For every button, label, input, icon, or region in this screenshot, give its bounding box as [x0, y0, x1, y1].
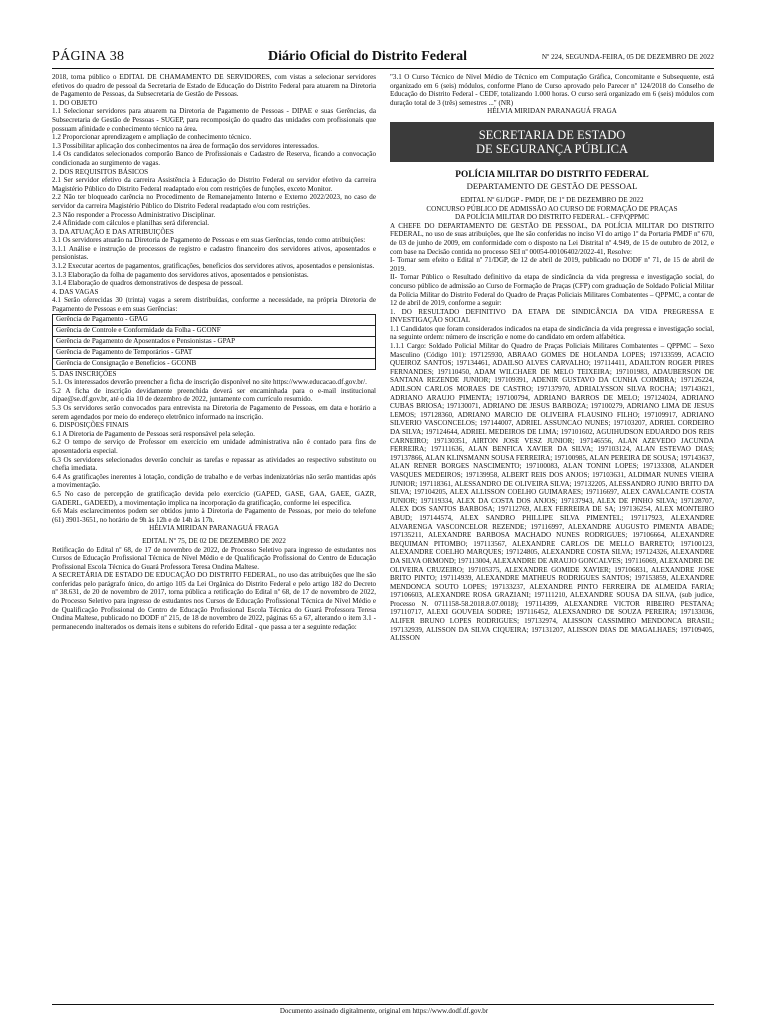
paragraph: 1.3 Possibilitar aplicação dos conhecimentos na área de formação dos servidores interessados. — [52, 141, 319, 150]
banner-line: SECRETARIA DE ESTADO — [478, 127, 626, 142]
table-row — [53, 314, 376, 325]
table-cell: Gerência de Pagamento de Aposentados e Pensionistas - GPAP — [53, 336, 376, 347]
page-number: PÁGINA 38 — [52, 49, 125, 64]
section-heading: 2. DOS REQUISITOS BÁSICOS — [52, 167, 149, 176]
paragraph: 6.5 No caso de percepção de gratificação devida pelo exercício (GAPED, GASE, GAA, GAEE, GAZR, GADERL, GADEED), a movimentação implica na incorporação da gratificação, conforme lei específica. — [52, 489, 376, 507]
section-heading: 5. DAS INSCRIÇÕES — [52, 369, 117, 378]
paragraph: 1.1 Selecionar servidores para atuarem na Diretoria de Pagamento de Pessoas - DIPAE e suas Gerências, da Subsecretaria de Gestão de Pessoas - SUGEP, para recomposição do quadro das unidades com profissionais que possuam afinidade e conhecimento técnico na área. — [52, 107, 376, 133]
paragraph: 1.4 Os candidatos selecionados comporão Banco de Profissionais e Cadastro de Reserva, ficando a convocação condicionada ao surgimento de vagas. — [52, 150, 376, 167]
banner-line: DE SEGURANÇA PÚBLICA — [475, 141, 629, 156]
paragraph: 3.1.3 Elaboração da folha de pagamento dos servidores ativos, aposentados e pensionistas. — [52, 270, 309, 279]
paragraph: 2.4 Afinidade com cálculos e planilhas será diferencial. — [52, 219, 209, 228]
table-cell: Gerência de Controle e Conformidade da Folha - GCONF — [53, 325, 376, 336]
paragraph: 3.1.1 Análise e instrução de processos de registro e cadastro financeiro dos servidores ativos, aposentados e pensionistas. — [52, 244, 376, 262]
left-column — [52, 73, 376, 631]
issue-info: Nº 224, SEGUNDA-FEIRA, 05 DE DEZEMBRO DE 2022 — [541, 53, 714, 61]
paragraph: 6.1 A Diretoria de Pagamento de Pessoas será responsável pela seleção. — [52, 429, 255, 438]
edital-title: EDITAL Nº 75, DE 02 DE DEZEMBRO DE 2022 — [142, 536, 286, 545]
table-row — [53, 325, 376, 336]
paragraph: "3.1 O Curso Técnico de Nível Médio de Técnico em Computação Gráfica, Concomitante e Subsequente, está organizado em 6 (seis) módulos, conforme Plano de Curso aprovado pelo Parecer nº 124/2018 do Conselho de Educação do Distrito Federal - CEDF, totalizando 1.000 horas. O curso será organizado em 6 (seis) módulos com duração total de 3 (três) semestres ..." (NR) — [390, 73, 714, 107]
journal-title: Diário Oficial do Distrito Federal — [268, 49, 468, 64]
paragraph: 2.2 Não ter bloqueado carência no Procedimento de Remanejamento Interno e Externo 2022/2023, no caso de servidor da carreira Magistério Público do Distrito Federal readaptado e/ou com restrições. — [52, 193, 376, 210]
paragraph: 4.1 Serão oferecidas 30 (trinta) vagas a serem distribuídas, conforme a necessidade, na própria Diretoria de Pagamento de Pessoas e em suas Gerências: — [52, 296, 376, 314]
organization-title: POLÍCIA MILITAR DO DISTRITO FEDERAL — [455, 169, 649, 180]
footer-note: Documento assinado digitalmente, original em https://www.dodf.df.gov.br — [279, 1007, 489, 1015]
table-cell: Gerência de Pagamento - GPAG — [53, 314, 376, 325]
paragraph: 3.1.4 Elaboração de quadros demonstrativos de despesa de pessoal. — [52, 279, 243, 288]
paragraph: 5.2 A ficha de inscrição devidamente preenchida deverá ser encaminhada para o e-mail institucional dipae@se.df.gov.br, até o dia 10 de dezembro de 2022, juntamente com currículo resumido. — [52, 386, 376, 404]
secretariat-banner — [390, 122, 714, 162]
section-heading: 4. DAS VAGAS — [52, 287, 99, 296]
table-cell: Gerência de Consignação e Benefícios - GCONB — [53, 358, 376, 369]
edital-subtitle: CONCURSO PÚBLICO DE ADMISSÃO AO CURSO DE FORMAÇÃO DE PRAÇAS — [426, 204, 678, 213]
signature: HÉLVIA MIRIDAN PARANAGUÁ FRAGA — [149, 524, 279, 533]
paragraph: I- Tornar sem efeito o Edital nº 71/DGP, de 12 de abril de 2019, publicado no DODF nº 71, de 15 de abril de 2019. — [390, 256, 714, 273]
paragraph: 2.1 Ser servidor efetivo da carreira Assistência à Educação do Distrito Federal ou servidor efetivo da carreira Magistério Público do Distrito Federal readaptado e/ou com restrições de funções, exceto Monitor. — [52, 176, 376, 193]
section-heading: 3. DA ATUAÇÃO E DAS ATRIBUIÇÕES — [52, 227, 174, 236]
section-heading: 1. DO RESULTADO DEFINITIVO DA ETAPA DE SINDICÂNCIA DA VIDA PREGRESSA E INVESTIGAÇÃO SOCIAL — [390, 307, 714, 325]
page-header — [52, 47, 714, 69]
paragraph: 1.1 Candidatos que foram considerados indicados na etapa de sindicância da vida pregressa e investigação social, na seguinte ordem: número de inscrição e nome do candidato em ordem alfabética. — [390, 324, 714, 342]
paragraph: 5.3 Os servidores serão convocados para entrevista na Diretoria de Pagamento de Pessoas, em data e horário a serem agendados por meio do endereço eletrônico informado na inscrição. — [52, 404, 376, 421]
footer-rule — [52, 1004, 714, 1005]
table-row — [53, 358, 376, 369]
paragraph: 5.1. Os interessados deverão preencher a ficha de inscrição disponível no site https://www.educacao.df.gov.br/. — [52, 378, 367, 387]
table-cell: Gerência de Pagamento de Temporários - GPAT — [53, 347, 376, 358]
table-row — [53, 347, 376, 358]
paragraph: A CHEFE DO DEPARTAMENTO DE GESTÃO DE PESSOAL, DA POLÍCIA MILITAR DO DISTRITO FEDERAL, no uso de suas atribuições, que lhe são conferidas no inciso VI do artigo 1º da Portaria PMDF nº 670, de 03 de junho de 2009, em conformidade com o disposto na Lei Distrital nº 4.949, de 15 de outubro de 2012, e com base na Decisão contida no processo SEI nº 00054-00106402/2022-41, Resolve: — [390, 221, 714, 256]
table-row — [53, 336, 376, 347]
paragraph: 6.4 As gratificações inerentes à lotação, condição de trabalho e de verbas indenizatórias não serão mantidas após a movimentação. — [52, 472, 376, 490]
paragraph: 2.3 Não responder a Processo Administrativo Disciplinar. — [52, 210, 216, 219]
edital-title: EDITAL Nº 61/DGP - PMDF, DE 1º DE DEZEMBRO DE 2022 — [460, 195, 644, 204]
signature: HÉLVIA MIRIDAN PARANAGUÁ FRAGA — [487, 107, 617, 116]
section-heading: 1. DO OBJETO — [52, 98, 98, 107]
candidate-list: 1.1.1 Cargo: Soldado Policial Militar do Quadro de Praças Policiais Militares Combatentes – QPPMC – Sexo Masculino (Código 101): 197125930, ABRAAO GOMES DE HOLANDA LOPES; 197133599, ACACIO QUEIROZ SANTOS; 197134461, ADAILSO ALVES CARVALHO; 197114411, ADAILTON ROGER PIRES FERNANDES; 197110450, ADAM WILCHAER DE MELO TEIXEIRA; 197101983, ADAUBERSON DE SANTANA REZENDE JUNIOR; 197109391, ADENIR GUSTAVO DA CUNHA COIMBRA; 197126224, ADILSON CARLOS MORAES DE CASTRO; 197137970, ADRIALYSSON SILVA ROCHA; 197143621, ADRIANO ARAUJO PIMENTA; 197100794, ADRIANO BARROS DE MELO; 197124024, ADRIANO CUBAS BRIOSA; 197130071, ADRIANO DE JESUS BARBOZA; 197100279, ADRIANO LIMA DE JESUS LEMOS; 197128360, ADRIANO MARCIO DE OLIVEIRA FLAUSINO FILHO; 197109917, ADRIANO SILVERIO VASCONCELOS; 197144007, ADRIEL ASSUNCAO NUNES; 197103207, ADRIEL CORDEIRO DA SILVA; 197124644, ADRIEL MEDEIROS DE LIMA; 197101602, AGUIHUDSON EDUARDO DOS REIS CARNEIRO; 197130351, AIRTON JOSE VESZ JUNIOR; 197146556, ALAN AZEVEDO JACUNDA FERREIRA; 197111636, ALAN BENFICA XAVIER DA SILVA; 197103124, ALAN ESTEVAO DIAS; 197137866, ALAN KLINSMANN SOUSA FERREIRA; 197100985, ALAN PEREIRA DE SOUSA; 197143637, ALAN RENER BORGES NASCIMENTO; 197100083, ALAN TONINI LOPES; 197133308, ALANDER VASQUES MEDEIROS; 197139958, ALBERT REIS DOS ANJOS; 197103631, ALDIMAR NUNES VIEIRA JUNIOR; 197118361, ALESSANDRO DE OLIVEIRA SILVA; 197132205, ALESSANDRO JUNIO BRITO DA SILVA; 197104205, ALEX ALLISSON COELHO GUIMARAES; 197116697, ALEX CAVALCANTE COSTA JUNIOR; 197119334, ALEX DA COSTA DOS ANJOS; 197137943, ALEX DE PINHO SILVA; 197128707, ALEX DOS SANTOS BARBOSA; 197112769, ALEX FERREIRA DE SA; 197136254, ALEX MONTEIRO ABUD; 197144574, ALEX SANDRO PHILLIPE SILVA PIMENTEL; 197117923, ALEXANDRE ALVARENGA VASCONCELOR REZENDE; 197116997, ALEXANDRE AUGUSTO PIMENTA ABADE; 197135211, ALEXANDRE BARBOSA MACHADO NUNES RODRIGUES; 197106664, ALEXANDRE BEQUIMAN PITOMBO; 197113567, ALEXANDRE CARLOS DE MELLO BARRETO; 197100123, ALEXANDRE COELHO MARQUES; 197124805, ALEXANDRE COSTA SILVA; 197124326, ALEXANDRE DA SILVA ORMOND; 197113004, ALEXANDRE DE ARAUJO GONCALVES; 197116069, ALEXANDRE DE OLIVEIRA CRUZEIRO; 197105375, ALEXANDRE GOMIDE XAVIER; 197106831, ALEXANDRE JOSE BRITO PINTO; 197114939, ALEXANDRE MATHEUS RODRIGUES SANTOS; 197153859, ALEXANDRE MENDONCA SOUTO LOPES; 197133237, ALEXANDRE PINTO FERREIRA DE ALMEIDA FARIA; 197106603, ALEXANDRE ROSA GRAZIANI; 197111210, ALEXANDRE SOUSA DA SILVA, (sub judice, Processo N. 0711158-58.2018.8.07.0018); 197114399, ALEXANDRE VICTOR RIBEIRO PESTANA; 197110717, ALEXI GOUVEIA SODRE; 197116452, ALEXSANDRO DE SOUZA PEREIRA; 197133036, ALIFER BRUNO LOPES RODRIGUES; 197132974, ALISSON CASSIMIRO MENDONCA BRASIL; 197132939, ALISSON DA SILVA CIQUEIRA; 197131207, ALISSON DIAS DE MAGALHAES; 197109405, ALISSON — [390, 342, 714, 643]
header-rule — [52, 68, 714, 69]
paragraph: 3.1 Os servidores atuarão na Diretoria de Pagamento de Pessoas e em suas Gerências, tendo como atribuições: — [52, 236, 366, 245]
paragraph: 6.3 Os servidores selecionados deverão concluir as tarefas e repassar as atividades ao respectivo substituto ou chefia imediata. — [52, 455, 376, 473]
vacancies-table — [52, 314, 376, 370]
department-title: DEPARTAMENTO DE GESTÃO DE PESSOAL — [466, 180, 638, 191]
paragraph: A SECRETÁRIA DE ESTADO DE EDUCAÇÃO DO DISTRITO FEDERAL, no uso das atribuições que lhe são conferidas pelo parágrafo único, do artigo 105 da Lei Orgânica do Distrito Federal e pelo artigo 182 do Decreto nº 38.631, de 20 de novembro de 2017, torna pública a retificação do Edital nº 68, de 17 de novembro de 2022, do Processo Seletivo para ingresso de estudantes nos Cursos de Educação Profissional Técnica de Nível Médio e de Qualificação Profissional do Centro de Educação Profissional Escola Técnica do Guará Professora Teresa Ondina Maltese, publicado no DODF nº 215, de 18 de novembro de 2022, páginas 65 a 67, alterando o item 3.1 - permanecendo inalterados os demais itens e subitens do referido Edital - que passa a ter a seguinte redação: — [52, 571, 376, 631]
paragraph: 2018, torna público o EDITAL DE CHAMAMENTO DE SERVIDORES, com vistas a selecionar servidores efetivos do quadro de pessoal da Secretaria de Estado de Educação do Distrito Federal para atuarem na Diretoria de Pagamento de Pessoas, da Subsecretaria de Gestão de Pessoas. — [52, 73, 376, 99]
paragraph: 3.1.2 Executar acertos de pagamentos, gratificações, benefícios dos servidores ativos, aposentados e pensionistas. — [52, 262, 375, 271]
paragraph: Retificação do Edital nº 68, de 17 de novembro de 2022, de Processo Seletivo para ingresso de estudantes nos Cursos de Educação Profissional Técnica de Nível Médio e de Qualificação Profissional do Centro de Educação Profissional Escola Técnica do Guará Professora Teresa Ondina Maltese. — [52, 545, 376, 571]
paragraph: II- Tornar Público o Resultado definitivo da etapa de sindicância da vida pregressa e investigação social, do concurso público de admissão ao Curso de Formação de Praças (CFP) com graduação de Soldado Policial Militar da Polícia Militar do Distrito Federal do Quadro de Praças Policiais Militares Combatentes – QPPMC, a contar de 12 de abril de 2019, conforme a seguir: — [390, 273, 714, 308]
paragraph: 6.6 Mais esclarecimentos podem ser obtidos junto à Diretoria de Pagamento de Pessoas, por meio do telefone (61) 3901-3651, no horário de 9h às 12h e de 14h às 17h. — [52, 507, 376, 524]
edital-subtitle: DA POLÍCIA MILITAR DO DISTRITO FEDERAL - CFP/QPPMC — [455, 213, 649, 222]
paragraph: 1.2 Proporcionar aprendizagem e ampliação de conhecimento técnico. — [52, 133, 252, 142]
right-column — [390, 73, 714, 643]
paragraph: 6.2 O tempo de serviço de Professor em exercício em unidade administrativa não é contado para fins de aposentadoria especial. — [52, 438, 376, 455]
section-heading: 6. DISPOSIÇÕES FINAIS — [52, 421, 129, 430]
